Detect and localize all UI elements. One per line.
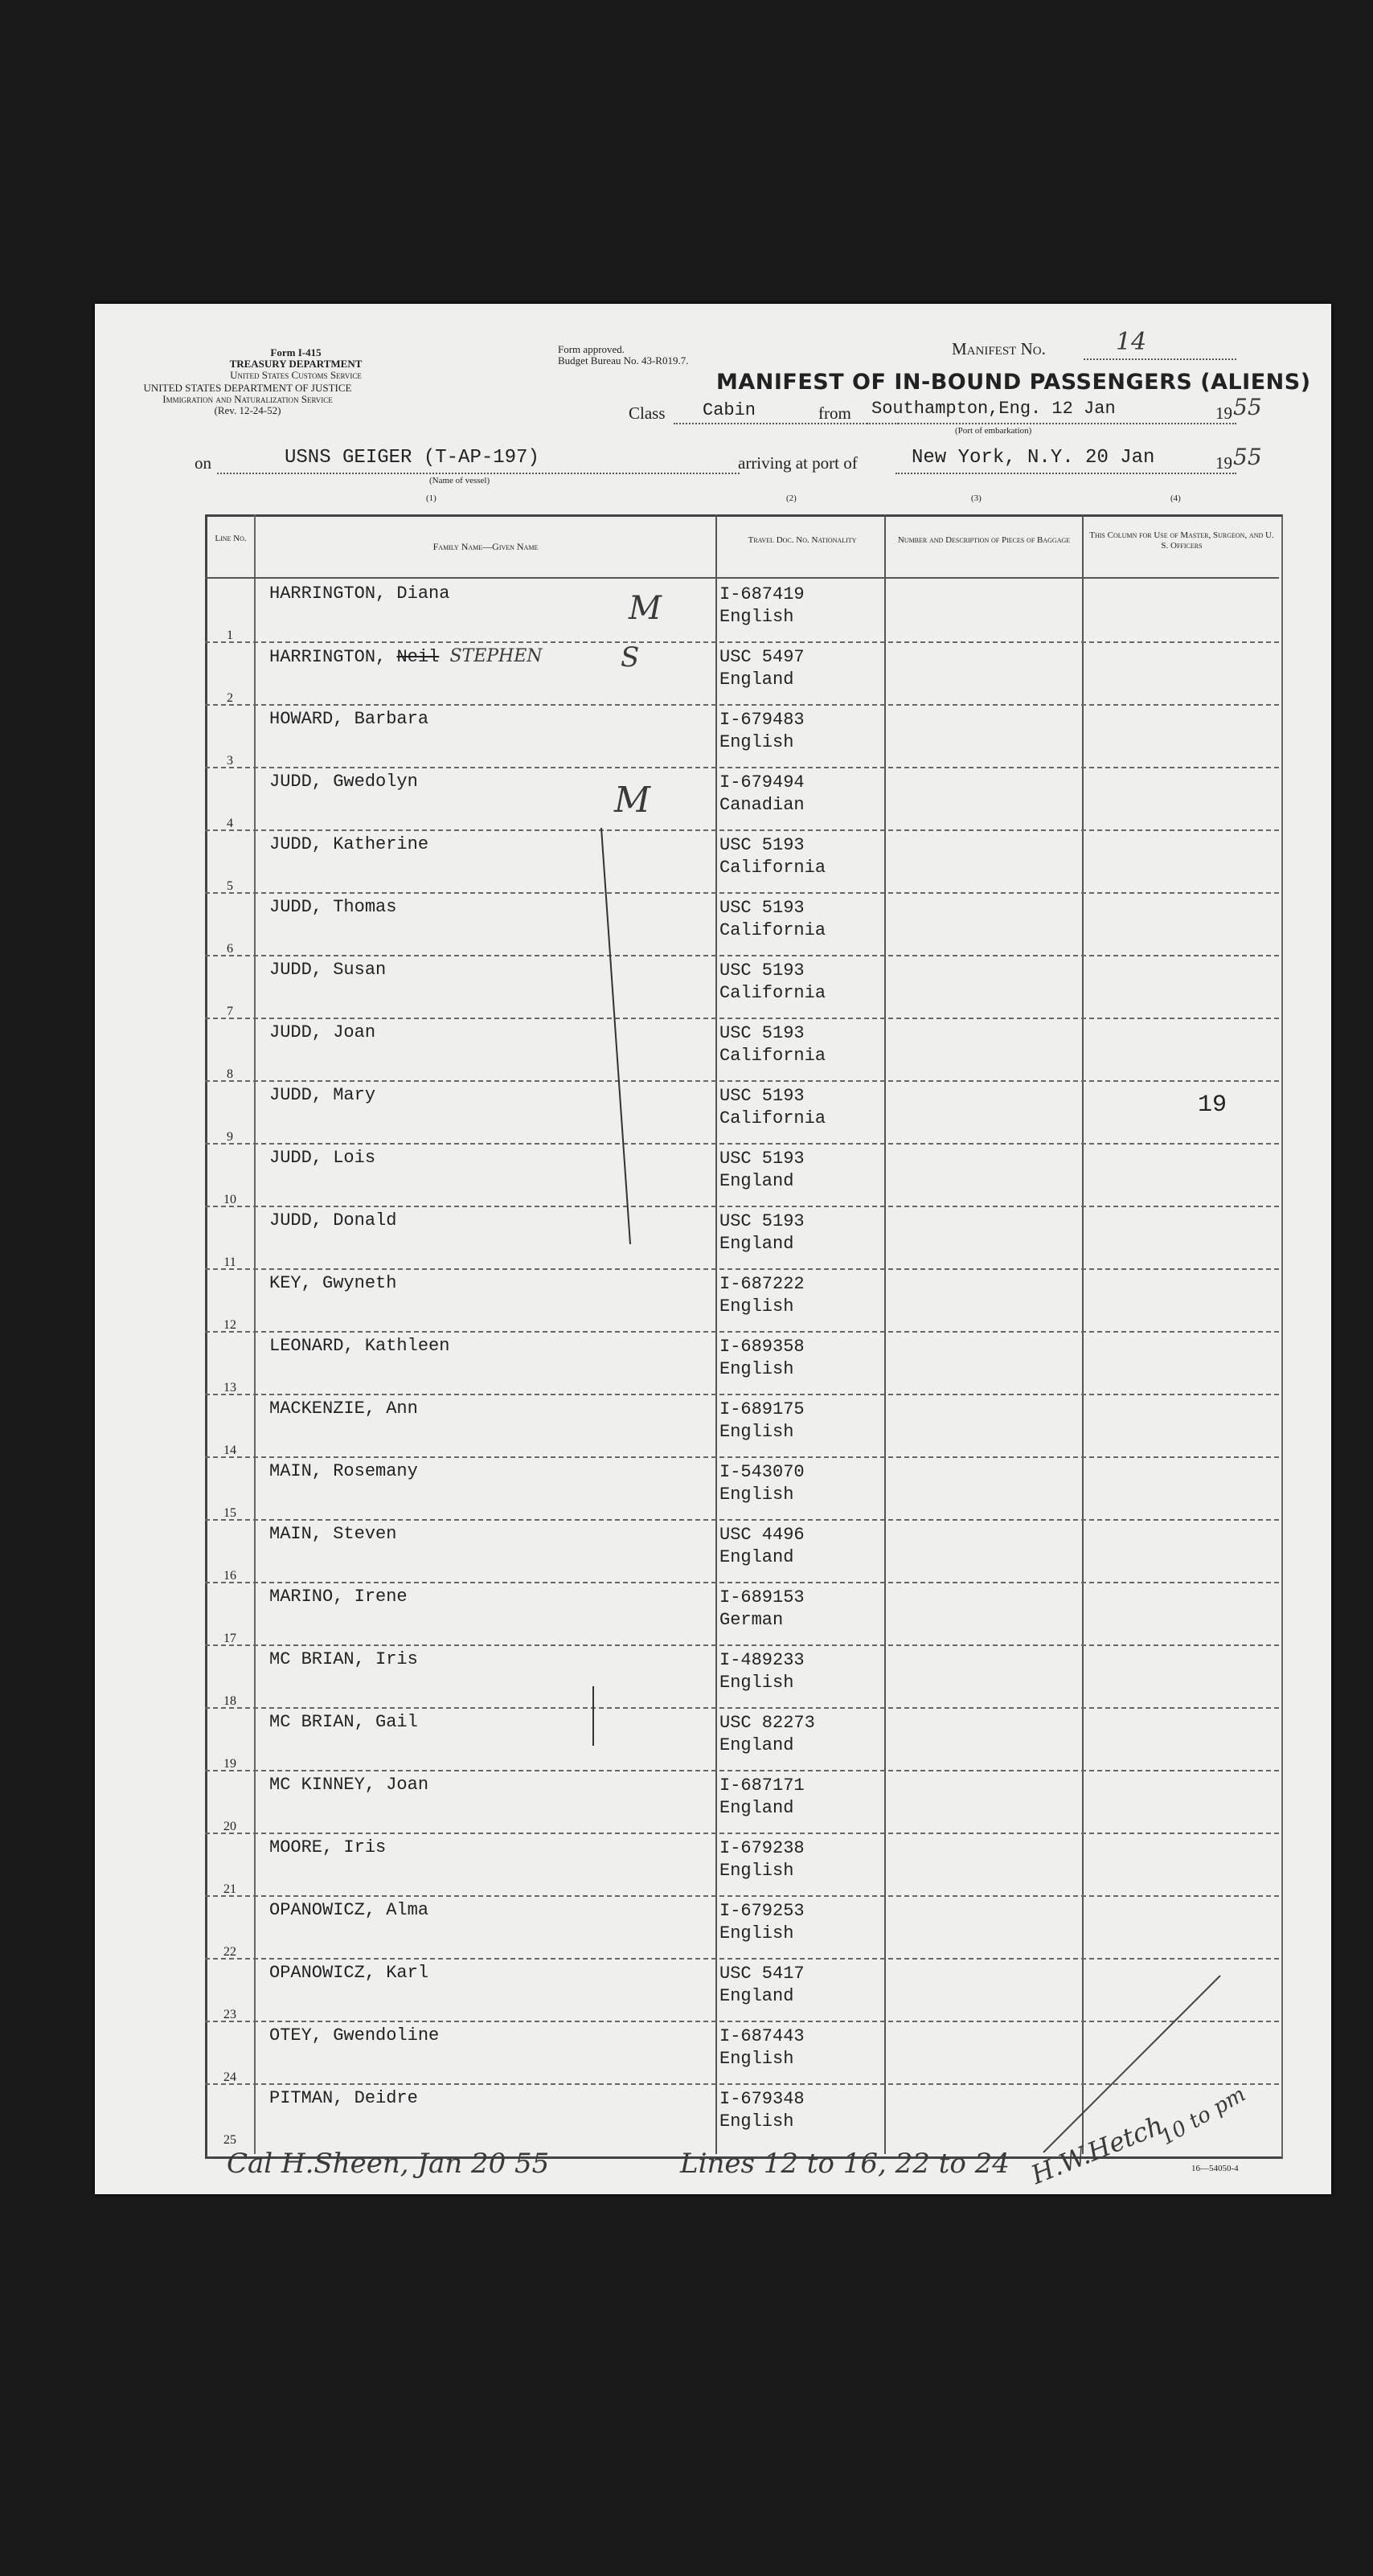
passenger-name: PITMAN, Deidre <box>269 2088 418 2108</box>
line-number: 18 <box>223 1694 236 1708</box>
nationality: California <box>719 920 826 940</box>
doc-number: USC 5193 <box>719 898 805 918</box>
dept-customs: United States Customs Service <box>230 369 362 381</box>
passenger-name: MC KINNEY, Joan <box>269 1775 429 1795</box>
nationality: Canadian <box>719 795 805 815</box>
nationality: England <box>719 1234 794 1254</box>
doc-number: USC 5193 <box>719 835 805 855</box>
doc-number: I-679348 <box>719 2089 805 2109</box>
handwritten-s-mark: S <box>621 641 640 674</box>
dept-justice: UNITED STATES DEPARTMENT OF JUSTICE <box>143 382 352 394</box>
officer-signature-time: 10 to pm <box>1156 2082 1250 2151</box>
doc-number: I-679483 <box>719 710 805 730</box>
doc-number: I-689153 <box>719 1587 805 1607</box>
passenger-name: JUDD, Thomas <box>269 897 397 917</box>
passenger-name: JUDD, Donald <box>269 1210 397 1231</box>
doc-number: I-687222 <box>719 1274 805 1294</box>
passenger-name: LEONARD, Kathleen <box>269 1336 450 1356</box>
line-number: 4 <box>227 817 233 830</box>
doc-number: I-679253 <box>719 1901 805 1921</box>
form-approved: Form approved. <box>558 343 625 355</box>
passenger-name: JUDD, Susan <box>269 960 387 980</box>
passenger-name: JUDD, Joan <box>269 1022 376 1042</box>
passenger-name: MAIN, Steven <box>269 1524 397 1544</box>
nationality: England <box>719 1171 794 1191</box>
handwritten-m-mark: M <box>629 590 662 627</box>
nationality: California <box>719 983 826 1003</box>
from-label: from <box>818 403 851 423</box>
year1-value: 55 <box>1233 394 1262 420</box>
nationality: German <box>719 1610 784 1630</box>
struck-given-name: Neil <box>396 647 440 667</box>
manifest-no-value: 14 <box>1116 328 1147 356</box>
passenger-name: MACKENZIE, Ann <box>269 1399 418 1419</box>
manifest-title: MANIFEST OF IN-BOUND PASSENGERS (ALIENS) <box>716 370 1311 395</box>
nationality: California <box>719 858 826 878</box>
from-value: Southampton,Eng. 12 Jan <box>871 399 1116 419</box>
line-number: 7 <box>227 1005 233 1018</box>
line-number: 15 <box>223 1506 236 1520</box>
dept-ins: Immigration and Naturalization Service <box>162 393 333 405</box>
header-line-no: Line No. <box>215 534 247 543</box>
doc-number: I-687419 <box>719 584 805 604</box>
doc-number: USC 5193 <box>719 960 805 981</box>
nationality: England <box>719 1735 794 1755</box>
passenger-name: KEY, Gwyneth <box>269 1273 397 1293</box>
line-number: 16 <box>223 1569 236 1583</box>
passenger-name: MAIN, Rosemany <box>269 1461 418 1481</box>
nationality: English <box>719 607 794 627</box>
line-number: 9 <box>227 1130 233 1144</box>
line-number: 19 <box>223 1757 236 1771</box>
doc-number: I-489233 <box>719 1650 805 1670</box>
passenger-name: OTEY, Gwendoline <box>269 2025 440 2046</box>
clerk-signature: Cal H.Sheen, Jan 20 55 <box>227 2148 550 2180</box>
passenger-name-text: HARRINGTON, <box>269 647 397 667</box>
line-number: 21 <box>223 1882 236 1896</box>
doc-number: USC 5193 <box>719 1211 805 1231</box>
year2-value: 55 <box>1233 444 1262 470</box>
nationality: English <box>719 2049 794 2069</box>
embarkation-label: (Port of embarkation) <box>955 426 1032 436</box>
lines-annotation: Lines 12 to 16, 22 to 24 <box>680 2148 1010 2180</box>
line-number: 6 <box>227 942 233 956</box>
nationality: English <box>719 1673 794 1693</box>
form-revision: (Rev. 12-24-52) <box>214 404 281 416</box>
form-print-code: 16—54050-4 <box>1191 2164 1239 2173</box>
year2-prefix: 19 <box>1215 453 1232 473</box>
doc-number: USC 82273 <box>719 1713 815 1733</box>
year1-prefix: 19 <box>1215 403 1232 423</box>
line-number: 17 <box>223 1632 236 1645</box>
doc-number: I-689175 <box>719 1399 805 1419</box>
header-officers: This Column for Use of Master, Surgeon, and U. S. Officers <box>1089 530 1274 551</box>
doc-number: I-543070 <box>719 1462 805 1482</box>
nationality: England <box>719 670 794 690</box>
doc-number: I-687171 <box>719 1775 805 1796</box>
nationality: English <box>719 732 794 752</box>
form-number: Form I-415 <box>270 346 322 358</box>
line-number: 22 <box>223 1945 236 1959</box>
passenger-name: HOWARD, Barbara <box>269 709 429 729</box>
arriving-label: arriving at port of <box>738 453 858 473</box>
line-number: 11 <box>223 1255 236 1269</box>
doc-number: USC 5193 <box>719 1023 805 1043</box>
nationality: English <box>719 1485 794 1505</box>
nationality: England <box>719 1547 794 1567</box>
officer-signature: H.W.Hetch <box>1027 2109 1168 2191</box>
nationality: England <box>719 1986 794 2006</box>
col-num-2: (2) <box>786 493 797 503</box>
officer-count: 19 <box>1198 1091 1228 1119</box>
line-number: 25 <box>223 2133 236 2147</box>
passenger-name: MC BRIAN, Iris <box>269 1649 418 1669</box>
nationality: English <box>719 1359 794 1379</box>
line-number: 24 <box>223 2070 236 2084</box>
handwritten-given-name: STEPHEN <box>449 646 543 666</box>
nationality: English <box>719 1923 794 1943</box>
doc-number: USC 5497 <box>719 647 805 667</box>
passenger-name: JUDD, Katherine <box>269 834 429 854</box>
header-baggage: Number and Description of Pieces of Baggage <box>897 535 1071 545</box>
manifest-no-label: Manifest No. <box>952 339 1046 358</box>
line-number: 20 <box>223 1820 236 1833</box>
pen-vertical-stroke <box>601 828 630 1244</box>
nationality: English <box>719 1296 794 1317</box>
passenger-name: JUDD, Gwedolyn <box>269 772 418 792</box>
nationality: English <box>719 2111 794 2132</box>
doc-number: I-679238 <box>719 1838 805 1858</box>
doc-number: USC 5193 <box>719 1086 805 1106</box>
nationality: English <box>719 1422 794 1442</box>
passenger-name: OPANOWICZ, Alma <box>269 1900 429 1920</box>
pen-diagonal-stroke <box>1043 1976 1220 2152</box>
arrive-value: New York, N.Y. 20 Jan <box>912 447 1155 469</box>
budget-bureau: Budget Bureau No. 43-R019.7. <box>558 354 689 367</box>
dept-treasury: TREASURY DEPARTMENT <box>229 358 363 370</box>
doc-number: I-687443 <box>719 2026 805 2046</box>
line-number: 14 <box>223 1444 236 1457</box>
line-number: 12 <box>223 1318 236 1332</box>
passenger-name: OPANOWICZ, Karl <box>269 1963 429 1983</box>
nationality: California <box>719 1108 826 1128</box>
col-num-4: (4) <box>1170 493 1181 503</box>
nationality: English <box>719 1861 794 1881</box>
passenger-name: JUDD, Mary <box>269 1085 376 1105</box>
line-number: 8 <box>227 1067 233 1081</box>
on-label: on <box>195 453 211 473</box>
doc-number: I-679494 <box>719 772 805 792</box>
line-number: 5 <box>227 879 233 893</box>
passenger-name: MC BRIAN, Gail <box>269 1712 418 1732</box>
doc-number: I-689358 <box>719 1337 805 1357</box>
doc-number: USC 4496 <box>719 1525 805 1545</box>
handwritten-m-mark-2: M <box>614 780 651 821</box>
doc-number: USC 5417 <box>719 1964 805 1984</box>
passenger-name: HARRINGTON, Diana <box>269 584 450 604</box>
passenger-name: MARINO, Irene <box>269 1587 408 1607</box>
passenger-name: MOORE, Iris <box>269 1837 387 1857</box>
line-number: 23 <box>223 2008 236 2021</box>
col-num-3: (3) <box>971 493 982 503</box>
line-number: 3 <box>227 754 233 768</box>
vessel-name: USNS GEIGER (T-AP-197) <box>285 447 539 469</box>
vessel-label: (Name of vessel) <box>429 476 490 485</box>
manifest-page <box>95 304 1331 2194</box>
line-number: 1 <box>227 629 233 642</box>
header-doc: Travel Doc. No. Nationality <box>748 535 857 545</box>
class-value: Cabin <box>703 400 756 420</box>
passenger-name: JUDD, Lois <box>269 1148 376 1168</box>
line-number: 2 <box>227 691 233 705</box>
line-number: 10 <box>223 1193 236 1206</box>
nationality: California <box>719 1046 826 1066</box>
header-name: Family Name—Given Name <box>432 541 539 552</box>
doc-number: USC 5193 <box>719 1149 805 1169</box>
nationality: England <box>719 1798 794 1818</box>
pen-strokes <box>95 304 1331 2194</box>
class-label: Class <box>629 403 666 423</box>
col-num-1: (1) <box>426 493 436 503</box>
line-number: 13 <box>223 1381 236 1394</box>
